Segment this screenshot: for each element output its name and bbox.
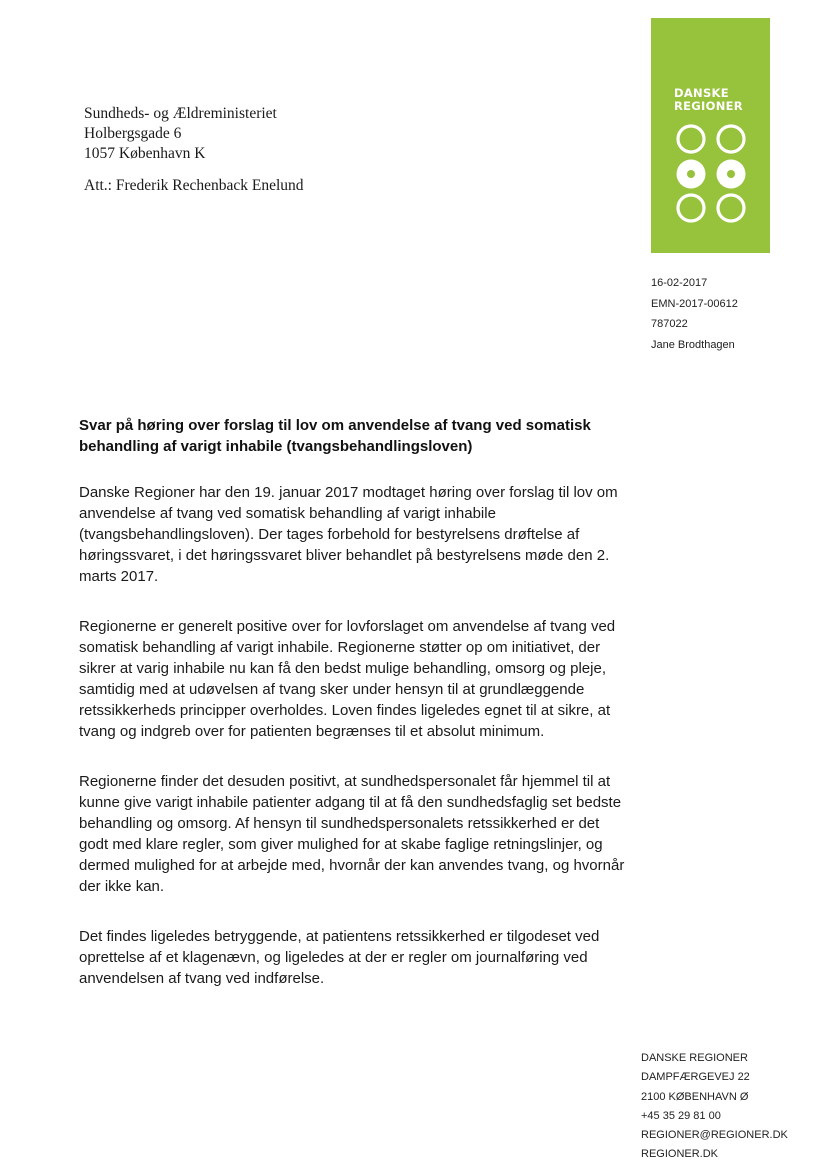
footer-web: REGIONER.DK	[641, 1148, 719, 1161]
logo-text-line2: REGIONER	[674, 99, 743, 113]
recipient-street: Holbergsgade 6	[84, 125, 182, 142]
footer-city: 2100 KØBENHAVN Ø	[641, 1090, 749, 1103]
meta-doc-number: 787022	[651, 318, 688, 330]
meta-date: 16-02-2017	[651, 277, 708, 289]
recipient-address	[84, 104, 304, 196]
logo-circle-bottom-right	[718, 195, 744, 221]
logo-circle-top-left	[678, 126, 704, 152]
logo-text-line1: DANSKE	[674, 86, 729, 100]
danske-regioner-logo	[651, 18, 770, 253]
meta-case-number: EMN-2017-00612	[651, 297, 738, 310]
recipient-attention: Att.: Frederik Rechenback Enelund	[84, 177, 304, 194]
body-paragraph-2: Regionerne er generelt positive over for lovforslaget om anvendelse af tvang ved somatisk behandling af varigt inhabile. Regionerne støtter op om initiativet, der sikrer at varig inhabile nu kan få den bedst mulige behandling, omsorg og pleje, samtidig med at udøvelsen af tvang sker under hensyn til at grundlæggende retssikkerheds principper overholdes. Loven findes ligeledes egnet til at sikre, at tvang og indgreb over for patienten begrænses til et absolut minimum.	[79, 618, 616, 740]
document-meta	[651, 273, 738, 355]
recipient-city: 1057 København K	[84, 145, 206, 162]
body-paragraph-3: Regionerne finder det desuden positivt, at sundhedspersonalet får hjemmel til at kunne give varigt inhabile patienter adgang til at få den sundhedsfaglig set bedste behandling og omsorg. Af hensyn til sundhedspersonalets retssikkerhed er det godt med klare regler, som giver mulighed for at skabe faglige retningslinjer, og dermed mulighed for at arbejde med, hvornår der kan anvendes tvang, og hvornår der ikke kan.	[79, 773, 625, 895]
footer-street: DAMPFÆRGEVEJ 22	[641, 1071, 750, 1084]
body-paragraph-4: Det findes ligeledes betryggende, at patientens retssikkerhed er tilgodeset ved oprettelse af et klagenævn, og ligeledes at der er regler om journalføring ved anvendelsen af tvang ved indførelse.	[79, 928, 600, 987]
letter-body	[79, 482, 627, 1018]
logo-circle-bottom-left	[678, 195, 704, 221]
footer-org: DANSKE REGIONER	[641, 1052, 748, 1064]
footer-email: REGIONER@REGIONER.DK	[641, 1129, 788, 1142]
letter-subject: Svar på høring over forslag til lov om anvendelse af tvang ved somatisk behandling af varigt inhabile (tvangsbehandlingsloven)	[79, 417, 591, 455]
sender-footer	[641, 1049, 788, 1165]
meta-author: Jane Brodthagen	[651, 338, 735, 351]
logo-circles-icon	[651, 18, 770, 253]
footer-phone: +45 35 29 81 00	[641, 1109, 721, 1122]
body-paragraph-1: Danske Regioner har den 19. januar 2017 modtaget høring over forslag til lov om anvendelse af tvang ved somatisk behandling af varigt inhabile (tvangsbehandlingsloven). Der tages forbehold for bestyrelsens drøftelse af høringssvaret, i det høringssvaret bliver behandlet på bestyrelsens møde den 2. marts 2017.	[79, 484, 618, 585]
recipient-name: Sundheds- og Ældreministeriet	[84, 105, 277, 122]
logo-circle-top-right	[718, 126, 744, 152]
